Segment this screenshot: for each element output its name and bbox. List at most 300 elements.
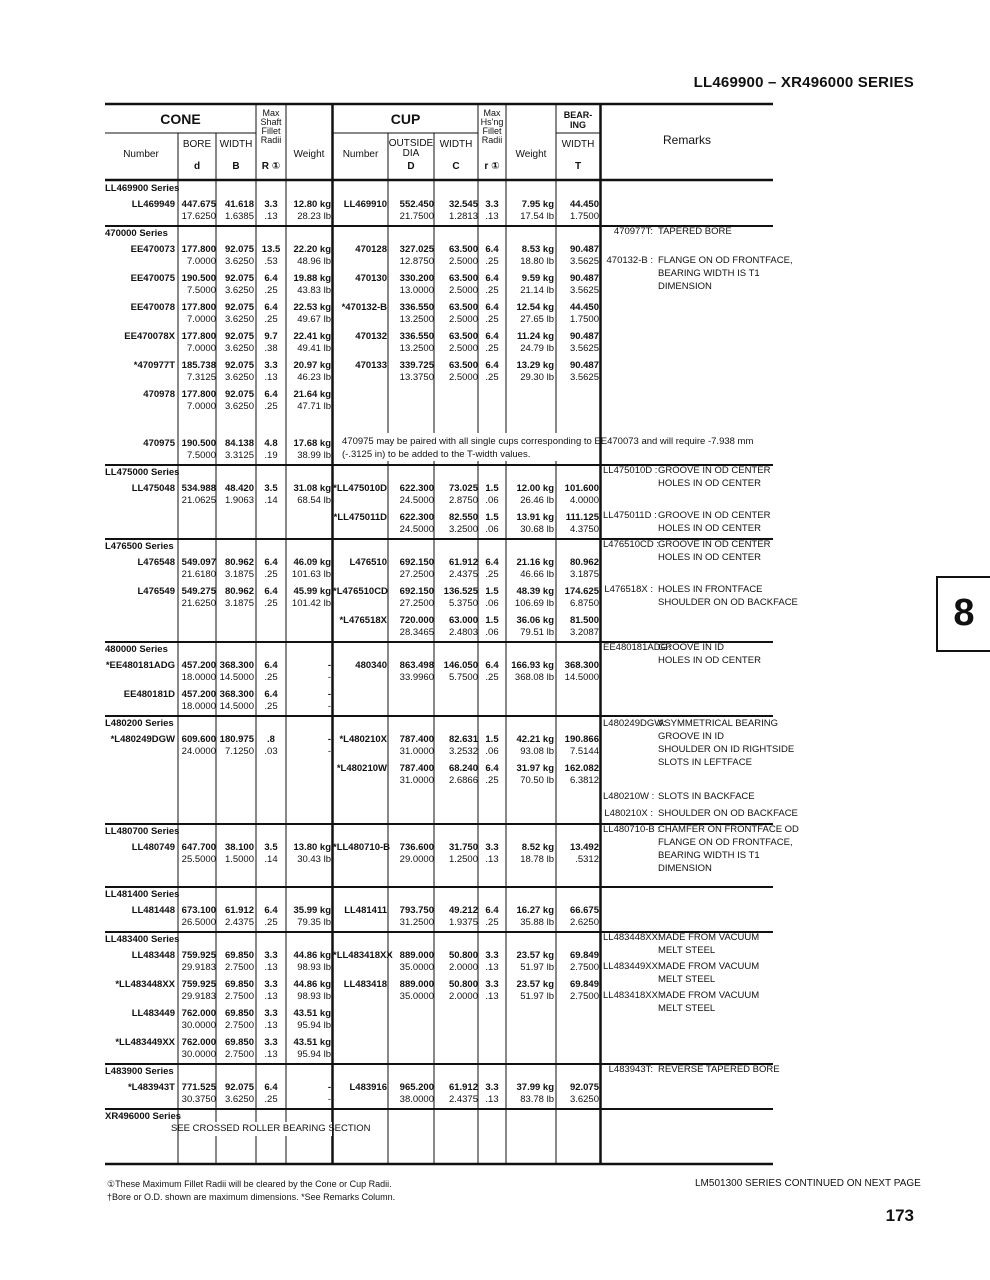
cup-width-mm: 61.912 <box>448 557 478 568</box>
remark-text: DIMENSION <box>658 863 712 874</box>
remark-code: 470132-B : <box>606 255 653 266</box>
remark-code: 470977T: <box>613 226 653 237</box>
series-label: LL481400 Series <box>105 889 180 900</box>
remark-text: GROOVE IN OD CENTER <box>658 539 771 550</box>
remark-code: EE480181ADG: <box>603 642 671 653</box>
table-row <box>105 612 773 641</box>
cone-width-in: 2.4375 <box>224 917 254 928</box>
header-max-shaft: Max Shaft Fillet Radii <box>260 108 282 145</box>
cup-weight-kg: 166.93 kg <box>511 660 554 671</box>
cone-width-in: 7.1250 <box>224 746 254 757</box>
header-sym-r: r ① <box>484 161 500 172</box>
header-cup-number: Number <box>342 149 379 160</box>
cup-od-in: 31.0000 <box>399 746 434 757</box>
cup-od-in: 13.2500 <box>399 314 434 325</box>
series-header <box>105 886 773 902</box>
cone-fillet-in: .13 <box>264 211 278 222</box>
cone-weight-kg: 43.51 kg <box>293 1037 331 1048</box>
cone-fillet-mm: 6.4 <box>264 302 278 313</box>
cone-bore-in: 30.3750 <box>181 1094 216 1105</box>
cone-weight-lb: 98.93 lb <box>297 962 331 973</box>
bearing-width-in: 3.5625 <box>569 285 599 296</box>
cone-bore-mm: 549.097 <box>181 557 216 568</box>
cup-weight-kg: 12.54 kg <box>516 302 554 313</box>
cup-od-mm: 552.450 <box>399 199 434 210</box>
cup-fillet-mm: 6.4 <box>485 331 499 342</box>
cup-weight-kg: 23.57 kg <box>516 979 554 990</box>
cone-weight-kg: 22.53 kg <box>293 302 331 313</box>
remark-text: REVERSE TAPERED BORE <box>658 1064 780 1075</box>
cone-width-mm: 368.300 <box>219 660 254 671</box>
cup-od-in: 31.2500 <box>399 917 434 928</box>
cone-bore-in: 18.0000 <box>181 672 216 683</box>
cone-bore-in: 29.9183 <box>181 962 216 973</box>
cup-width-in: 2.5000 <box>448 314 478 325</box>
cup-fillet-in: .06 <box>485 627 499 638</box>
cone-fillet-in: .13 <box>264 991 278 1002</box>
cup-od-in: 13.3750 <box>399 372 434 383</box>
cone-number: LL481448 <box>131 905 175 916</box>
cup-od-mm: 720.000 <box>399 615 434 626</box>
cone-fillet-mm: 6.4 <box>264 1082 278 1093</box>
table-row <box>105 435 773 464</box>
cup-width-in: 5.7500 <box>448 672 478 683</box>
cone-weight-lb: 47.71 lb <box>297 401 331 412</box>
cup-fillet-mm: 6.4 <box>485 557 499 568</box>
cone-width-mm: 180.975 <box>219 734 254 745</box>
bearing-width-mm: 90.487 <box>569 331 599 342</box>
cup-fillet-in: .25 <box>485 775 499 786</box>
cup-od-in: 24.5000 <box>399 495 434 506</box>
cup-weight-lb: 79.51 lb <box>520 627 554 638</box>
cone-fillet-in: .13 <box>264 372 278 383</box>
header-sym-d: d <box>193 161 201 172</box>
cup-width-in: 2.0000 <box>448 991 478 1002</box>
cone-width-mm: 92.075 <box>224 302 254 313</box>
header-bearing: BEAR- ING <box>563 110 593 130</box>
cup-od-mm: 330.200 <box>399 273 434 284</box>
cup-weight-lb: 18.78 lb <box>520 854 554 865</box>
cup-od-in: 12.8750 <box>399 256 434 267</box>
cup-fillet-mm: 6.4 <box>485 660 499 671</box>
cone-fillet-in: .13 <box>264 1020 278 1031</box>
cup-weight-lb: 51.97 lb <box>520 991 554 1002</box>
cone-number: *470977T <box>133 360 175 371</box>
cup-weight-lb: 21.14 lb <box>520 285 554 296</box>
series-label: 480000 Series <box>105 644 168 655</box>
cone-width-mm: 80.962 <box>224 586 254 597</box>
cup-od-mm: 863.498 <box>399 660 434 671</box>
cup-fillet-in: .06 <box>485 598 499 609</box>
cone-bore-in: 26.5000 <box>181 917 216 928</box>
remark-text: TAPERED BORE <box>658 226 732 237</box>
cone-bore-mm: 762.000 <box>181 1037 216 1048</box>
remark-text: SLOTS IN LEFTFACE <box>658 757 752 768</box>
cup-weight-lb: 106.69 lb <box>514 598 554 609</box>
cone-fillet-in: .14 <box>264 854 278 865</box>
cup-od-mm: 622.300 <box>399 483 434 494</box>
cup-number: LL469910 <box>343 199 387 210</box>
cone-weight-lb: 43.83 lb <box>297 285 331 296</box>
cup-number: 470128 <box>355 244 387 255</box>
bearing-width-mm: 69.849 <box>569 950 599 961</box>
cup-weight-lb: 27.65 lb <box>520 314 554 325</box>
bearing-width-mm: 13.492 <box>569 842 599 853</box>
cone-width-in: 2.7500 <box>224 1049 254 1060</box>
cup-width-in: 2.4803 <box>448 627 478 638</box>
cone-weight-lb: 95.94 lb <box>297 1049 331 1060</box>
remark-code: L483943T: <box>608 1064 653 1075</box>
cone-width-mm: 38.100 <box>224 842 254 853</box>
remark-text: SHOULDER ON OD BACKFACE <box>658 808 798 819</box>
cup-od-in: 33.9960 <box>399 672 434 683</box>
cone-bore-mm: 759.925 <box>181 950 216 961</box>
cup-fillet-in: .13 <box>485 991 499 1002</box>
remark-code: L480210W : <box>603 791 655 802</box>
cup-od-mm: 327.025 <box>399 244 434 255</box>
cup-weight-lb: 46.66 lb <box>520 569 554 580</box>
cup-fillet-mm: 6.4 <box>485 244 499 255</box>
cone-weight-kg: 43.51 kg <box>293 1008 331 1019</box>
cone-fillet-mm: 6.4 <box>264 389 278 400</box>
cone-width-in: 3.6250 <box>224 401 254 412</box>
cone-weight-lb: 46.23 lb <box>297 372 331 383</box>
remark-code: L480210X : <box>604 808 653 819</box>
cone-fillet-mm: 6.4 <box>264 905 278 916</box>
cup-width-in: 2.5000 <box>448 343 478 354</box>
cone-width-in: 3.1875 <box>224 598 254 609</box>
remark-text: MELT STEEL <box>658 974 716 985</box>
remark-text: MADE FROM VACUUM <box>658 932 760 943</box>
cone-bore-mm: 185.738 <box>181 360 216 371</box>
bearing-width-in: 4.0000 <box>569 495 599 506</box>
remark-code: LL475011D : <box>603 510 657 521</box>
cup-od-mm: 889.000 <box>399 950 434 961</box>
series-label: L480200 Series <box>105 718 174 729</box>
cup-od-in: 13.2500 <box>399 343 434 354</box>
bearing-width-in: 6.8750 <box>569 598 599 609</box>
cup-weight-kg: 48.39 kg <box>516 586 554 597</box>
remark-text: BEARING WIDTH IS T1 <box>658 850 760 861</box>
cup-width-in: 1.2500 <box>448 854 478 865</box>
cup-number: 470132 <box>355 331 387 342</box>
cone-fillet-in: .19 <box>264 450 278 461</box>
remark-text: CHAMFER ON FRONTFACE OD <box>658 824 799 835</box>
cup-fillet-in: .25 <box>485 672 499 683</box>
cone-number: EE470078X <box>124 331 175 342</box>
cone-fillet-in: .25 <box>264 917 278 928</box>
cup-od-mm: 622.300 <box>399 512 434 523</box>
cup-width-mm: 31.750 <box>448 842 478 853</box>
cone-bore-in: 7.5000 <box>186 285 216 296</box>
cup-weight-lb: 368.08 lb <box>514 672 554 683</box>
cone-fillet-in: .25 <box>264 701 278 712</box>
cone-width-mm: 80.962 <box>224 557 254 568</box>
bearing-width-in: 4.3750 <box>569 524 599 535</box>
cone-bore-in: 18.0000 <box>181 701 216 712</box>
cone-bore-mm: 177.800 <box>181 244 216 255</box>
cup-fillet-in: .06 <box>485 746 499 757</box>
remark-text: GROOVE IN OD CENTER <box>658 510 771 521</box>
cone-width-in: 1.9063 <box>224 495 254 506</box>
page-number: 173 <box>885 1206 914 1225</box>
footnote-bore: †Bore or O.D. shown are maximum dimensions. *See Remarks Column. <box>107 1192 396 1202</box>
series-header <box>105 182 773 196</box>
cup-number: 470133 <box>355 360 387 371</box>
table-row <box>105 583 798 612</box>
cup-fillet-in: .13 <box>485 1094 499 1105</box>
table-row <box>105 902 773 931</box>
cone-fillet-mm: 4.8 <box>264 438 278 449</box>
table-row <box>105 328 773 357</box>
cone-bore-in: 17.6250 <box>181 211 216 222</box>
cup-fillet-in: .13 <box>485 854 499 865</box>
cup-number: *LL475011D <box>333 512 387 523</box>
series-label: LL483400 Series <box>105 934 180 945</box>
cup-width-mm: 63.500 <box>448 273 478 284</box>
cone-width-in: 3.6250 <box>224 256 254 267</box>
cup-number: LL483418 <box>343 979 387 990</box>
bearing-width-in: 2.7500 <box>569 962 599 973</box>
bearing-width-in: 1.7500 <box>569 314 599 325</box>
cone-bore-in: 7.0000 <box>186 343 216 354</box>
cup-od-mm: 692.150 <box>399 586 434 597</box>
table-row <box>105 1124 773 1165</box>
cup-weight-kg: 36.06 kg <box>516 615 554 626</box>
cone-width-in: 14.5000 <box>219 672 254 683</box>
cup-weight-kg: 7.95 kg <box>521 199 554 210</box>
bearing-width-mm: 44.450 <box>569 302 599 313</box>
cone-fillet-in: .13 <box>264 962 278 973</box>
remark-text: BEARING WIDTH IS T1 <box>658 268 760 279</box>
cone-fillet-in: .25 <box>264 672 278 683</box>
cone-fillet-in: .25 <box>264 598 278 609</box>
cup-fillet-mm: 3.3 <box>485 979 499 990</box>
table-row <box>105 686 773 715</box>
cone-bore-in: 7.0000 <box>186 256 216 267</box>
header-cone-number: Number <box>123 149 159 160</box>
cone-weight-kg: 19.88 kg <box>293 273 331 284</box>
bearing-width-mm: 162.082 <box>564 763 599 774</box>
cup-fillet-mm: 1.5 <box>485 512 499 523</box>
cone-bore-mm: 177.800 <box>181 331 216 342</box>
cup-number: L483916 <box>349 1082 387 1093</box>
bearing-width-mm: 44.450 <box>569 199 599 210</box>
cup-od-mm: 787.400 <box>399 734 434 745</box>
series-label: 470000 Series <box>105 228 168 239</box>
cone-weight-kg: - <box>327 660 331 671</box>
bearing-width-mm: 90.487 <box>569 273 599 284</box>
series-label: LL480700 Series <box>105 826 180 837</box>
header-cone: CONE <box>160 111 201 127</box>
bearing-width-in: 2.6250 <box>569 917 599 928</box>
cup-od-mm: 965.200 <box>399 1082 434 1093</box>
cone-fillet-in: .25 <box>264 314 278 325</box>
header-remarks: Remarks <box>662 133 711 147</box>
cone-weight-kg: 22.20 kg <box>293 244 331 255</box>
bearing-width-in: 3.5625 <box>569 343 599 354</box>
cone-weight-kg: - <box>327 1082 331 1093</box>
cone-weight-kg: - <box>327 689 331 700</box>
cup-width-in: 2.5000 <box>448 256 478 267</box>
cone-number: 470975 <box>143 438 175 449</box>
bearing-width-mm: 111.125 <box>565 512 599 523</box>
cup-width-in: 2.8750 <box>448 495 478 506</box>
cup-fillet-mm: 6.4 <box>485 273 499 284</box>
cup-fillet-mm: 1.5 <box>485 483 499 494</box>
cone-fillet-mm: 3.3 <box>264 1037 278 1048</box>
remark-text: MADE FROM VACUUM <box>658 961 760 972</box>
cup-width-in: 3.2532 <box>448 746 478 757</box>
cup-weight-kg: 42.21 kg <box>516 734 554 745</box>
remark-code: LL475010D : <box>603 465 658 476</box>
remark-text: SHOULDER ON ID RIGHTSIDE <box>658 744 795 755</box>
cup-fillet-mm: 3.3 <box>485 950 499 961</box>
cup-fillet-in: .25 <box>485 256 499 267</box>
cup-weight-kg: 12.00 kg <box>516 483 554 494</box>
cup-weight-lb: 29.30 lb <box>520 372 554 383</box>
cup-width-mm: 136.525 <box>443 586 478 597</box>
cup-width-mm: 63.500 <box>448 360 478 371</box>
cone-fillet-mm: 3.3 <box>264 360 278 371</box>
table-row <box>105 386 773 435</box>
cone-weight-kg: 21.64 kg <box>293 389 331 400</box>
cup-width-mm: 50.800 <box>448 950 478 961</box>
cone-width-in: 2.7500 <box>224 991 254 1002</box>
cone-weight-kg: 13.80 kg <box>293 842 331 853</box>
cup-od-in: 28.3465 <box>399 627 434 638</box>
cup-od-in: 35.0000 <box>399 991 434 1002</box>
cone-width-mm: 69.850 <box>224 950 254 961</box>
cup-width-in: 2.5000 <box>448 285 478 296</box>
cup-number: LL481411 <box>344 905 387 916</box>
bearing-width-in: 3.6250 <box>569 1094 599 1105</box>
remark-text: MELT STEEL <box>658 945 716 956</box>
cup-weight-lb: 17.54 lb <box>520 211 554 222</box>
table-row <box>105 1034 773 1063</box>
cone-width-in: 3.6250 <box>224 343 254 354</box>
cup-od-in: 27.2500 <box>399 598 434 609</box>
cup-od-mm: 336.550 <box>399 302 434 313</box>
remark-text: HOLES IN OD CENTER <box>658 478 761 489</box>
cone-weight-kg: 44.86 kg <box>293 950 331 961</box>
cone-weight-kg: 44.86 kg <box>293 979 331 990</box>
cone-width-mm: 368.300 <box>219 689 254 700</box>
cup-weight-kg: 8.52 kg <box>521 842 554 853</box>
cup-weight-lb: 70.50 lb <box>520 775 554 786</box>
cone-fillet-in: .25 <box>264 569 278 580</box>
header-outside-dia: OUTSIDE DIA <box>388 138 434 159</box>
header-max-hsng: Max Hs'ng Fillet Radii <box>480 108 504 145</box>
cone-width-in: 3.6250 <box>224 1094 254 1105</box>
cup-od-in: 38.0000 <box>399 1094 434 1105</box>
bearing-width-mm: 81.500 <box>569 615 599 626</box>
cup-number: *LL480710-B <box>333 842 391 853</box>
cone-width-in: 1.6385 <box>224 211 254 222</box>
cone-weight-kg: 31.08 kg <box>293 483 331 494</box>
cone-number: LL469949 <box>131 199 175 210</box>
remark-text: GROOVE IN OD CENTER <box>658 465 771 476</box>
cone-width-mm: 48.420 <box>224 483 254 494</box>
cross-reference-note: SEE CROSSED ROLLER BEARING SECTION <box>171 1123 371 1134</box>
cone-weight-lb: 95.94 lb <box>297 1020 331 1031</box>
cup-number: L476510 <box>349 557 387 568</box>
bearing-width-mm: 101.600 <box>564 483 599 494</box>
cone-bore-mm: 534.988 <box>181 483 216 494</box>
cone-width-in: 3.6250 <box>224 372 254 383</box>
cone-weight-lb: 68.54 lb <box>297 495 331 506</box>
cone-width-mm: 92.075 <box>224 331 254 342</box>
page-title: LL469900 – XR496000 SERIES <box>693 74 914 91</box>
cone-width-in: 3.1875 <box>224 569 254 580</box>
cup-weight-lb: 18.80 lb <box>520 256 554 267</box>
remark-text: HOLES IN OD CENTER <box>658 655 761 666</box>
cone-bore-in: 7.0000 <box>186 401 216 412</box>
cone-number: EE470075 <box>130 273 175 284</box>
cup-fillet-in: .25 <box>485 372 499 383</box>
cup-fillet-in: .06 <box>485 524 499 535</box>
cone-bore-in: 21.6180 <box>181 569 216 580</box>
cone-width-in: 2.7500 <box>224 962 254 973</box>
table-row <box>105 760 798 823</box>
cone-width-mm: 69.850 <box>224 979 254 990</box>
bearing-table-body <box>105 182 799 1165</box>
remark-text: SHOULDER ON OD BACKFACE <box>658 597 798 608</box>
cup-weight-kg: 37.99 kg <box>516 1082 554 1093</box>
cone-bore-mm: 673.100 <box>181 905 216 916</box>
cone-fillet-mm: 6.4 <box>264 586 278 597</box>
table-row <box>105 357 773 386</box>
cone-number: EE470073 <box>130 244 175 255</box>
continued-note: LM501300 SERIES CONTINUED ON NEXT PAGE <box>695 1178 921 1189</box>
remark-text: HOLES IN OD CENTER <box>658 523 761 534</box>
cone-weight-lb: 79.35 lb <box>297 917 331 928</box>
cup-fillet-in: .25 <box>485 569 499 580</box>
cup-number: *L480210X <box>339 734 387 745</box>
cone-width-mm: 92.075 <box>224 244 254 255</box>
cup-od-in: 13.0000 <box>399 285 434 296</box>
remark-code: LL483448XX: <box>603 932 661 943</box>
cone-bore-mm: 609.600 <box>181 734 216 745</box>
cone-fillet-mm: 9.7 <box>264 331 278 342</box>
header-sym-B: B <box>232 161 240 172</box>
cup-width-mm: 73.025 <box>448 483 478 494</box>
cone-width-in: 3.3125 <box>224 450 254 461</box>
cone-fillet-in: .25 <box>264 401 278 412</box>
cup-fillet-mm: 6.4 <box>485 905 499 916</box>
cup-weight-kg: 21.16 kg <box>516 557 554 568</box>
cone-fillet-mm: 6.4 <box>264 660 278 671</box>
remark-text: HOLES IN OD CENTER <box>658 552 761 563</box>
cone-weight-lb: 48.96 lb <box>297 256 331 267</box>
cone-fillet-in: .13 <box>264 1049 278 1060</box>
table-row <box>105 196 773 225</box>
remark-code: L476510CD : <box>603 539 659 550</box>
cup-width-mm: 50.800 <box>448 979 478 990</box>
cone-weight-lb: 38.99 lb <box>297 450 331 461</box>
cup-weight-kg: 16.27 kg <box>516 905 554 916</box>
cup-width-in: 2.4375 <box>448 1094 478 1105</box>
cone-weight-lb: 101.63 lb <box>291 569 331 580</box>
cup-width-mm: 49.212 <box>448 905 478 916</box>
cup-width-in: 2.5000 <box>448 372 478 383</box>
header-sym-T: T <box>574 161 582 172</box>
cup-number: *L480210W <box>336 763 387 774</box>
cup-number: *L476510CD <box>333 586 388 597</box>
series-label: XR496000 Series <box>105 1111 182 1122</box>
cone-bore-mm: 457.200 <box>181 689 216 700</box>
cone-weight-lb: 101.42 lb <box>291 598 331 609</box>
